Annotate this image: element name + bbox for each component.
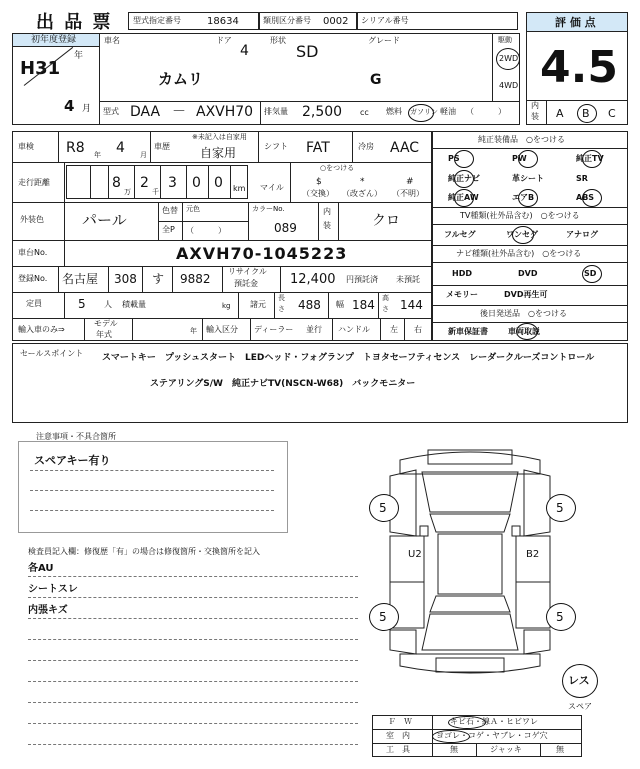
equipment-item: 純正AW: [448, 193, 479, 202]
height-label-1: 高: [382, 294, 389, 302]
recycle-value: 12,400: [290, 272, 336, 287]
load-unit: kg: [222, 302, 231, 310]
sales-points-label: セールスポイント: [20, 349, 84, 358]
docs-item-circle: [516, 323, 538, 340]
inspection-month-unit: 月: [140, 151, 147, 159]
damage-mark-left: U2: [408, 549, 422, 560]
class-box: [258, 12, 358, 30]
serial-label: シリアル番号: [361, 16, 409, 25]
load-label: 積載量: [122, 300, 146, 309]
color-no-label: カラーNo.: [252, 205, 285, 213]
interior-grade-b: B: [582, 107, 590, 120]
mileage-opt1-sub: （交換）: [302, 189, 334, 198]
handle-right: 右: [414, 325, 422, 334]
equipment-item-circle: [518, 189, 538, 207]
height-value: 144: [400, 298, 423, 312]
length-label-2: さ: [278, 305, 285, 313]
form-title: 出 品 票: [36, 12, 113, 33]
registration-class: 308: [114, 272, 137, 286]
interior-grade-label-2: 装: [531, 112, 539, 121]
type-value: AXVH70: [196, 104, 254, 120]
equipment-item-circle: [454, 189, 474, 207]
odo-digit-1: 8: [112, 175, 121, 191]
chassis-label: 車台No.: [18, 248, 48, 257]
docs-item: 車両取説: [508, 327, 540, 336]
equipment-item: 革シート: [512, 174, 544, 183]
odo-digit-4: 0: [192, 175, 201, 191]
mileage-label: 走行距離: [18, 178, 50, 187]
fuel-gas: ガソリン: [410, 108, 438, 116]
legend-tools-label: 工 具: [386, 745, 410, 754]
shift-value: FAT: [306, 140, 330, 156]
type-prefix: DAA: [130, 104, 161, 120]
score-value: 4.5: [540, 42, 618, 93]
serial-box: [356, 12, 518, 30]
tv-item: フルセグ: [444, 230, 476, 239]
handle-left: 左: [390, 325, 398, 334]
mile-label: マイル: [260, 183, 284, 192]
color-allp-label: 全P: [162, 225, 175, 234]
width-label: 幅: [336, 300, 344, 309]
registration-kana: す: [152, 272, 165, 286]
orig-color-value: （ ）: [186, 226, 226, 235]
tire-front-left-value: 5: [379, 501, 387, 515]
tire-rear-left-value: 5: [379, 610, 387, 624]
grade-label: グレード: [368, 36, 400, 45]
interior-color-value: クロ: [372, 213, 400, 229]
equipment-item: PW: [512, 154, 527, 163]
shape-value: SD: [296, 42, 319, 61]
sales-points-line2: ステアリングS/W 純正ナビTV(NSCN-W68) バックモニター: [150, 379, 416, 389]
tv-title: TV種類(社外品含む) ○をつける: [460, 211, 580, 220]
navi-title: ナビ種類(社外品含む) ○をつける: [456, 249, 582, 258]
model-cert-box: [128, 12, 260, 30]
class-label: 類別区分番号: [263, 16, 311, 25]
equipment-item: 純正TV: [576, 154, 604, 163]
legend-interior-value: ヨゴレ・コゲ・ヤブレ・コゲ穴: [436, 731, 548, 740]
drive-2wd: 2WD: [499, 54, 519, 63]
score-header: [526, 12, 628, 32]
first-reg-header: [12, 33, 100, 47]
tv-item-circle: [512, 226, 534, 244]
legend-fw-circle: [448, 716, 486, 729]
interior-color-label-1: 内: [323, 207, 331, 216]
navi-item: HDD: [452, 269, 472, 278]
car-name-label: 車名: [104, 36, 120, 45]
car-name: カムリ: [158, 70, 204, 88]
sales-points-line1: スマートキー プッシュスタート LEDヘッド・フォグランプ トヨタセーフティセンス レーダークルーズコントロール: [102, 353, 595, 363]
mileage-opt1: $: [316, 177, 322, 187]
inspection-era: R8: [66, 140, 85, 156]
legend-jack-label: ジャッキ: [490, 745, 522, 754]
equipment-item-circle: [518, 150, 538, 168]
tv-item: ワンセグ: [506, 230, 538, 239]
inspection-month: 4: [116, 140, 125, 156]
docs-item: 新車保証書: [448, 327, 488, 336]
navi-item: DVD再生可: [504, 290, 548, 299]
fuel-other: （ ）: [466, 107, 506, 116]
fuel-label: 燃料: [386, 107, 402, 116]
door-label: ドア: [216, 36, 232, 45]
color-value: パール: [82, 211, 127, 229]
history-note: ※未記入は自家用: [192, 133, 247, 141]
navi-item: メモリー: [446, 290, 478, 299]
inspector-line: シートスレ: [28, 584, 78, 595]
equipment-item-circle: [582, 150, 602, 168]
door-value: 4: [240, 43, 249, 59]
odo-digit-5: 0: [214, 175, 223, 191]
mileage-opt3-sub: （不明）: [392, 189, 424, 198]
first-reg-label: 初年度登録: [31, 35, 77, 45]
recycle-status: 円預託済: [346, 275, 378, 284]
legend-fw-value: キビ石・線Ａ・ヒビワレ: [450, 717, 538, 726]
mileage-opt3: #: [406, 177, 414, 187]
equipment-title: 純正装備品 ○をつける: [478, 135, 565, 144]
first-reg-month: 4: [64, 97, 75, 115]
registration-area: 名古屋: [62, 272, 99, 286]
navi-item: DVD: [518, 269, 538, 278]
mileage-opt2-sub: （改ざん）: [342, 189, 382, 198]
inspector-line: 内張キズ: [28, 605, 68, 616]
color-no-value: 089: [274, 221, 297, 235]
spare-value: レス: [568, 674, 590, 687]
history-label: 車歴: [154, 142, 170, 151]
type-label: 型式: [103, 107, 119, 116]
capacity-label: 定員: [26, 299, 42, 308]
displacement-label: 排気量: [264, 107, 288, 116]
equipment-item-circle: [582, 189, 602, 207]
length-label-1: 長: [278, 294, 285, 302]
first-reg-year-unit: 年: [74, 51, 84, 61]
mileage-opt2: *: [360, 177, 365, 187]
odo-digit-2: 2: [140, 175, 149, 191]
model-year-label-1: モデル: [94, 319, 118, 328]
navi-item: SD: [584, 269, 597, 278]
interior-grade-c: C: [608, 107, 616, 120]
grade-value: G: [370, 72, 382, 88]
model-year-unit: 年: [190, 327, 197, 335]
inspector-line: 各AU: [28, 563, 54, 574]
tire-front-right-value: 5: [556, 501, 564, 515]
drive-4wd: 4WD: [499, 81, 519, 90]
capacity-unit: 人: [104, 300, 112, 309]
equipment-item: 純正ナビ: [448, 174, 480, 183]
equipment-item-circle: [454, 170, 474, 188]
odo-digit-3: 3: [168, 175, 177, 191]
interior-grade-a: A: [556, 107, 564, 120]
displacement-value: 2,500: [302, 104, 343, 120]
shape-label: 形状: [270, 36, 286, 45]
legend-fw-label: Ｆ Ｗ: [388, 717, 412, 726]
import-label: 輸入車のみ⇒: [18, 325, 65, 334]
width-value: 184: [352, 298, 375, 312]
tire-rear-right-value: 5: [556, 610, 564, 624]
docs-title: 後日発送品 ○をつける: [480, 309, 567, 318]
dims-label: 諸元: [250, 300, 266, 309]
orig-color-label: 元色: [186, 205, 200, 213]
import-dealer: ディーラー: [254, 325, 294, 334]
interior-color-label-2: 装: [323, 221, 331, 230]
score-label: 評 価 点: [555, 16, 596, 29]
notes-label: 注意事項・不具合箇所: [36, 432, 116, 441]
inspection-year-unit: 年: [94, 151, 101, 159]
legend-interior-circle: [432, 730, 470, 743]
interior-grade-label-1: 内: [531, 101, 539, 110]
odo-man: 万: [124, 188, 131, 196]
displacement-unit: cc: [360, 108, 369, 117]
registration-number: 9882: [180, 272, 211, 286]
spare-label: スペア: [568, 702, 592, 711]
equipment-item: ABS: [576, 193, 595, 202]
handle-label: ハンドル: [338, 325, 370, 334]
history-value: 自家用: [200, 146, 237, 160]
class-value: 0002: [323, 16, 349, 27]
ac-label: 冷房: [358, 142, 374, 151]
odo-unit: km: [233, 184, 246, 193]
legend-jack-value: 無: [556, 745, 564, 754]
damage-mark-right: B2: [526, 549, 540, 560]
chassis-value: AXVH70-1045223: [176, 244, 348, 263]
inspector-label: 検査員記入欄：修復歴「有」の場合は修復箇所・交換箇所を記入: [28, 547, 260, 556]
inspection-label: 車検: [18, 142, 34, 151]
capacity-value: 5: [78, 297, 86, 311]
legend-tools-value: 無: [450, 745, 458, 754]
mileage-circle-note: ○をつける: [320, 164, 355, 172]
registration-label: 登録No.: [18, 274, 48, 283]
equipment-item: PS: [448, 154, 460, 163]
color-change-label: 色替: [162, 206, 178, 215]
recycle-label-2: 預託金: [234, 279, 258, 288]
recycle-label-1: リサイクル: [228, 267, 267, 276]
equipment-item-circle: [454, 150, 474, 168]
equipment-item: SR: [576, 174, 588, 183]
model-cert-value: 18634: [207, 16, 239, 27]
navi-item-circle: [582, 265, 602, 283]
shift-label: シフト: [264, 142, 288, 151]
import-parallel: 並行: [306, 325, 322, 334]
car-diagram: [360, 440, 580, 690]
legend-interior-label: 室 内: [386, 731, 410, 740]
import-class-label: 輸入区分: [206, 325, 238, 334]
notes-line1: スペアキー有り: [34, 454, 111, 467]
drive-label: 駆動: [498, 36, 512, 44]
color-label: 外装色: [20, 215, 44, 224]
model-cert-label: 型式指定番号: [133, 16, 181, 25]
equipment-item: エアB: [512, 193, 535, 202]
model-year-label-2: 年式: [96, 330, 112, 339]
odo-sen: 千: [152, 188, 159, 196]
ac-value: AAC: [390, 140, 420, 156]
tv-item: アナログ: [566, 230, 598, 239]
length-value: 488: [298, 298, 321, 312]
first-reg-month-unit: 月: [82, 104, 92, 114]
height-label-2: さ: [382, 305, 389, 313]
first-reg-year: H31: [20, 58, 61, 79]
recycle-status-2: 未預託: [396, 275, 420, 284]
type-dash: －: [172, 104, 186, 120]
fuel-light: 軽油: [440, 107, 456, 116]
